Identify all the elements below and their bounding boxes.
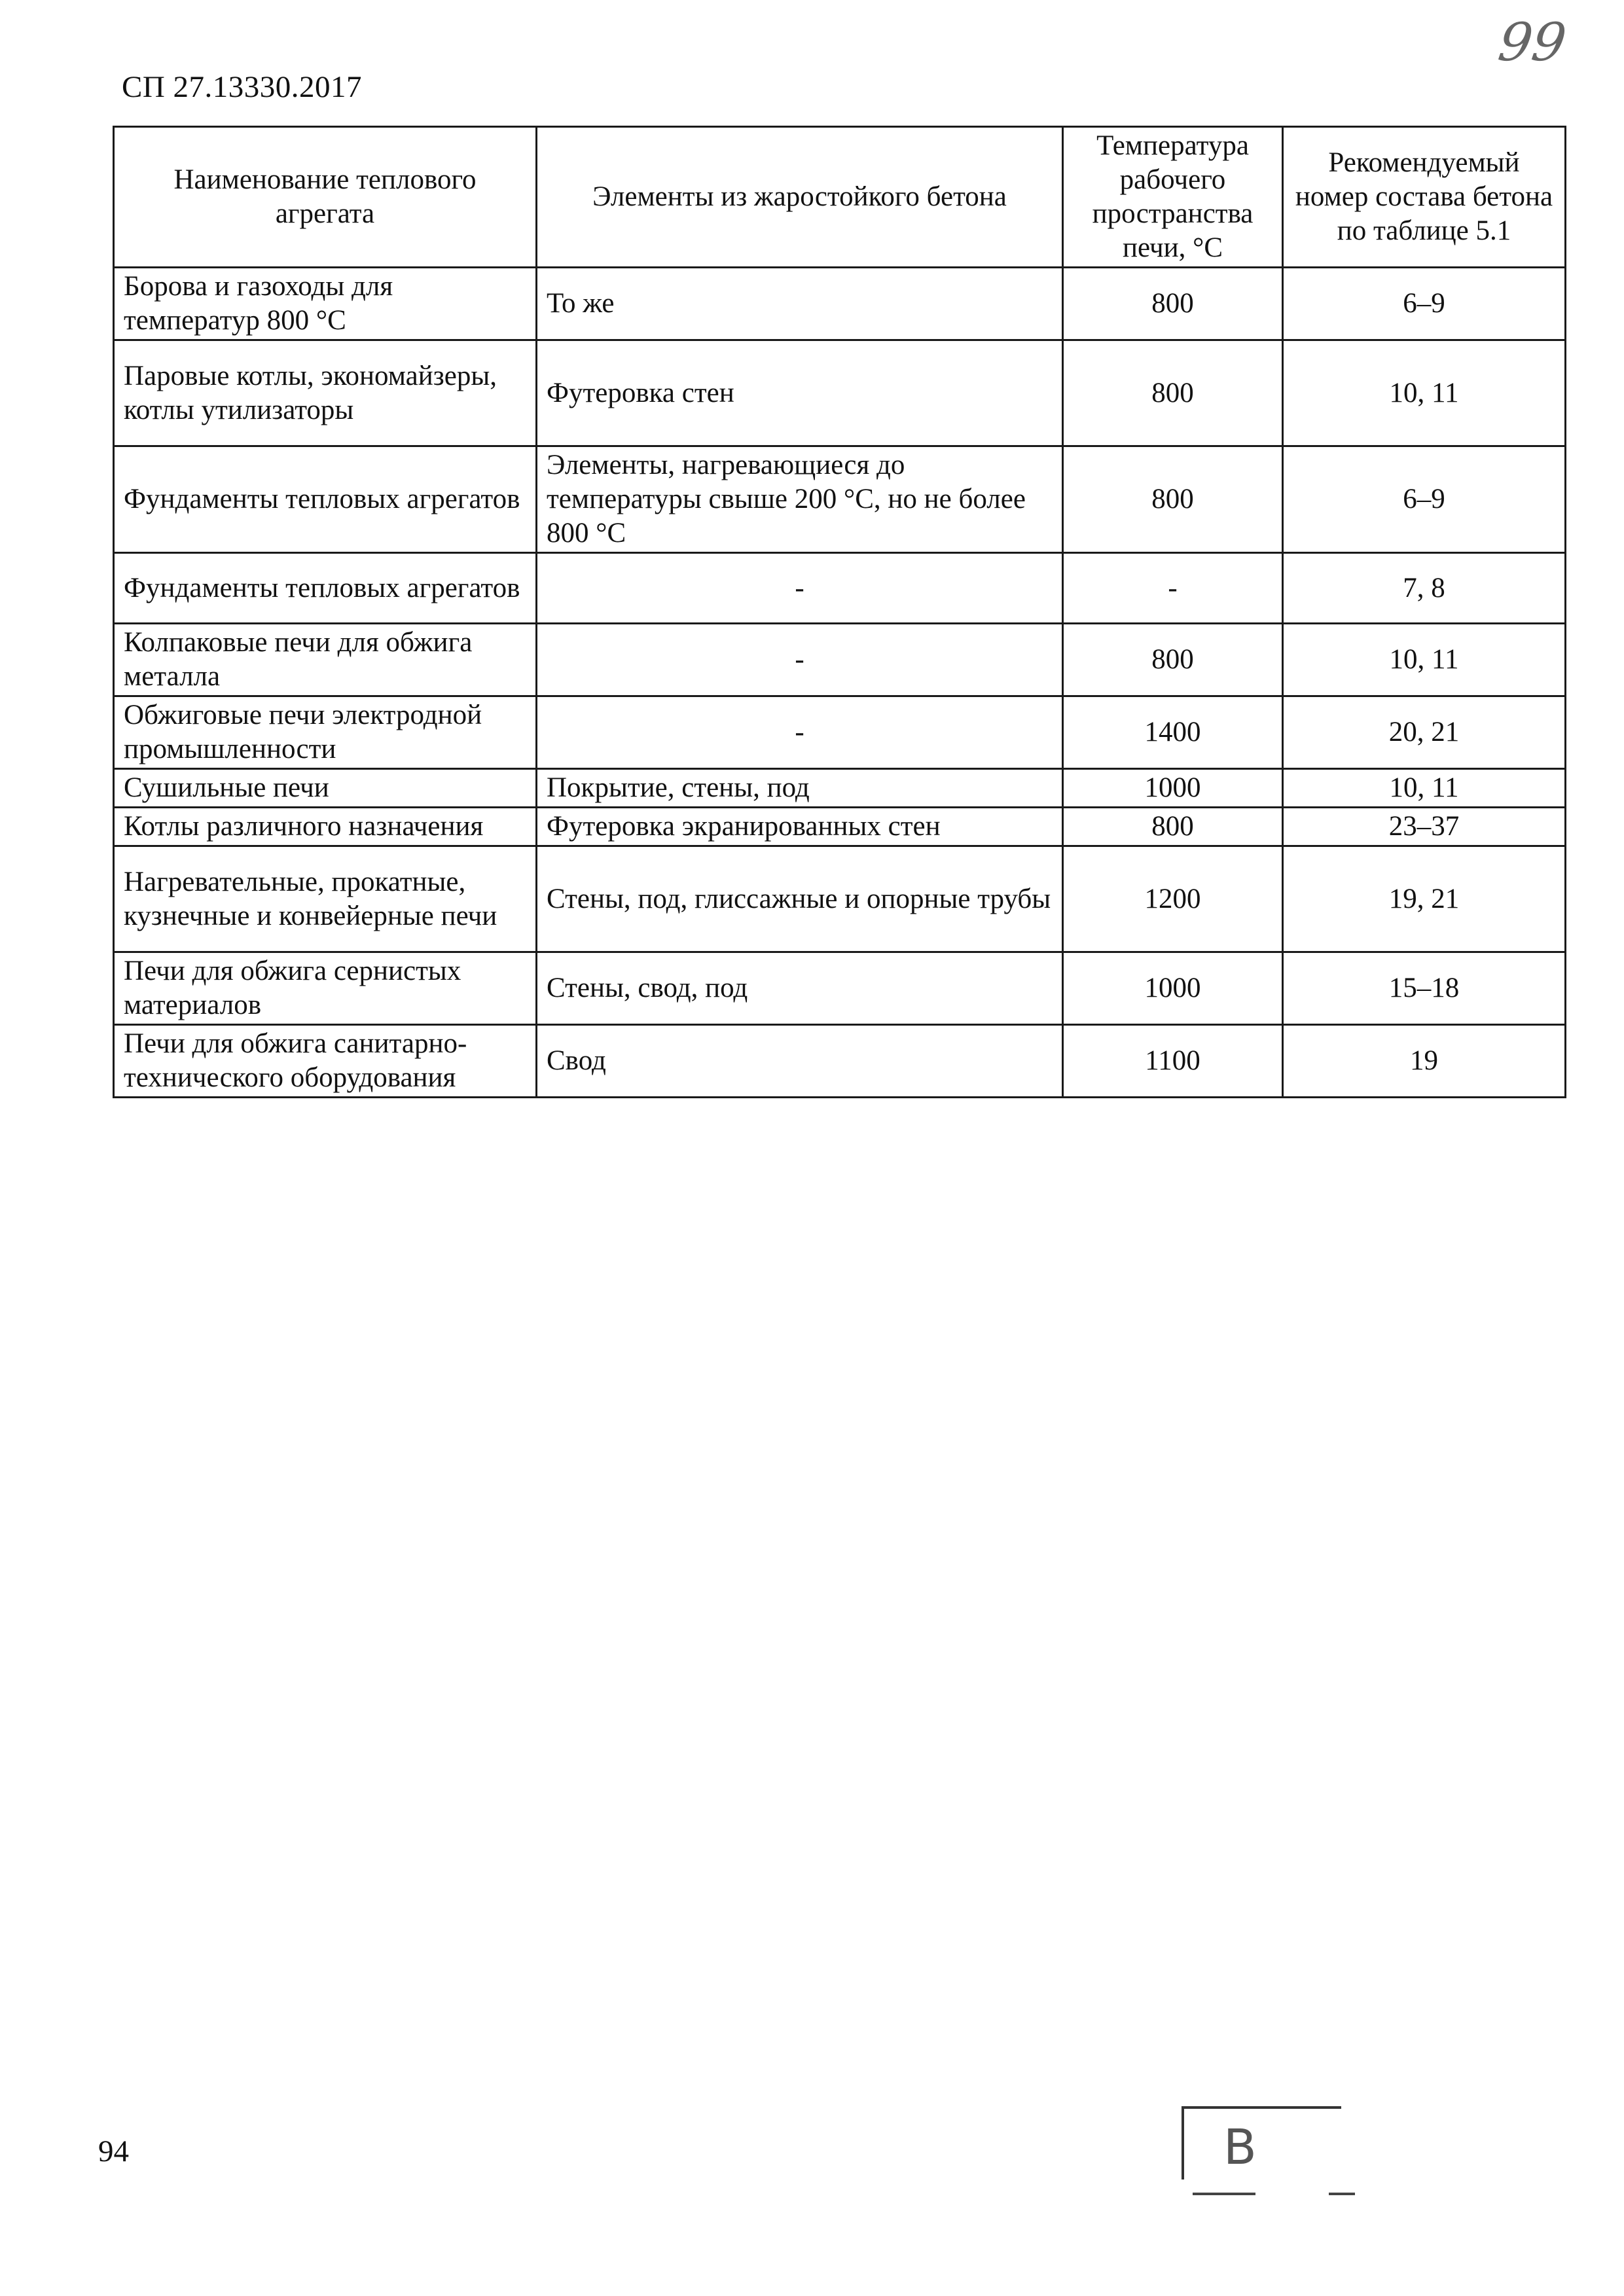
- cell-elements: Футеровка стен: [537, 340, 1063, 446]
- cell-unit: Печи для обжига сернистых материалов: [114, 952, 537, 1025]
- stamp-underline-left: [1193, 2193, 1255, 2195]
- cell-temperature: 800: [1063, 624, 1283, 696]
- cell-composition: 6–9: [1283, 446, 1566, 553]
- stamp-letter: В: [1223, 2119, 1257, 2176]
- cell-unit: Колпаковые печи для обжига металла: [114, 624, 537, 696]
- column-header-temperature: Температура рабочего пространства печи, °С: [1063, 127, 1283, 268]
- page-number: 94: [98, 2134, 129, 2168]
- cell-unit: Печи для обжига санитарно-технического оборудования: [114, 1025, 537, 1098]
- cell-elements: Свод: [537, 1025, 1063, 1098]
- cell-elements: Стены, под, глиссажные и опорные трубы: [537, 846, 1063, 952]
- cell-composition: 6–9: [1283, 268, 1566, 340]
- cell-unit: Паровые котлы, экономайзеры, котлы утилизаторы: [114, 340, 537, 446]
- cell-temperature: 800: [1063, 340, 1283, 446]
- concrete-composition-table: [113, 126, 1566, 1098]
- table-row: [114, 553, 1566, 624]
- cell-elements: Покрытие, стены, под: [537, 769, 1063, 808]
- cell-temperature: 1100: [1063, 1025, 1283, 1098]
- cell-composition: 10, 11: [1283, 769, 1566, 808]
- column-header-composition: Рекомендуемый номер состава бетона по таблице 5.1: [1283, 127, 1566, 268]
- table-row: [114, 696, 1566, 769]
- cell-elements: -: [537, 553, 1063, 624]
- column-header-elements: Элементы из жаростойкого бетона: [537, 127, 1063, 268]
- table-row: [114, 846, 1566, 952]
- cell-unit: Фундаменты тепловых агрегатов: [114, 446, 537, 553]
- cell-elements: -: [537, 696, 1063, 769]
- cell-elements: Элементы, нагревающиеся до температуры свыше 200 °С, но не более 800 °С: [537, 446, 1063, 553]
- cell-elements: Футеровка экранированных стен: [537, 808, 1063, 846]
- table-row: [114, 446, 1566, 553]
- table-row: [114, 268, 1566, 340]
- cell-temperature: -: [1063, 553, 1283, 624]
- cell-temperature: 800: [1063, 808, 1283, 846]
- cell-composition: 10, 11: [1283, 624, 1566, 696]
- cell-composition: 19: [1283, 1025, 1566, 1098]
- cell-temperature: 1000: [1063, 769, 1283, 808]
- cell-unit: Борова и газоходы для температур 800 °С: [114, 268, 537, 340]
- cell-elements: Стены, свод, под: [537, 952, 1063, 1025]
- stamp-box: [1182, 2106, 1341, 2179]
- cell-composition: 20, 21: [1283, 696, 1566, 769]
- cell-temperature: 1000: [1063, 952, 1283, 1025]
- cell-unit: Сушильные печи: [114, 769, 537, 808]
- cell-unit: Котлы различного назначения: [114, 808, 537, 846]
- table-header-row: [114, 127, 1566, 268]
- cell-unit: Обжиговые печи электродной промышленности: [114, 696, 537, 769]
- cell-elements: -: [537, 624, 1063, 696]
- table-row: [114, 340, 1566, 446]
- table-row: [114, 769, 1566, 808]
- cell-elements: То же: [537, 268, 1063, 340]
- table-row: [114, 808, 1566, 846]
- document-code: СП 27.13330.2017: [122, 70, 363, 104]
- handwritten-page-mark: 99: [1494, 12, 1570, 73]
- column-header-unit: Наименование теплового агрегата: [114, 127, 537, 268]
- table-row: [114, 952, 1566, 1025]
- cell-temperature: 800: [1063, 268, 1283, 340]
- cell-composition: 10, 11: [1283, 340, 1566, 446]
- cell-unit: Фундаменты тепловых агрегатов: [114, 553, 537, 624]
- cell-temperature: 1400: [1063, 696, 1283, 769]
- cell-composition: 23–37: [1283, 808, 1566, 846]
- cell-composition: 7, 8: [1283, 553, 1566, 624]
- cell-unit: Нагревательные, прокатные, кузнечные и конвейерные печи: [114, 846, 537, 952]
- table-row: [114, 1025, 1566, 1098]
- cell-composition: 19, 21: [1283, 846, 1566, 952]
- cell-temperature: 800: [1063, 446, 1283, 553]
- cell-temperature: 1200: [1063, 846, 1283, 952]
- cell-composition: 15–18: [1283, 952, 1566, 1025]
- table-row: [114, 624, 1566, 696]
- stamp-underline-right: [1329, 2193, 1355, 2195]
